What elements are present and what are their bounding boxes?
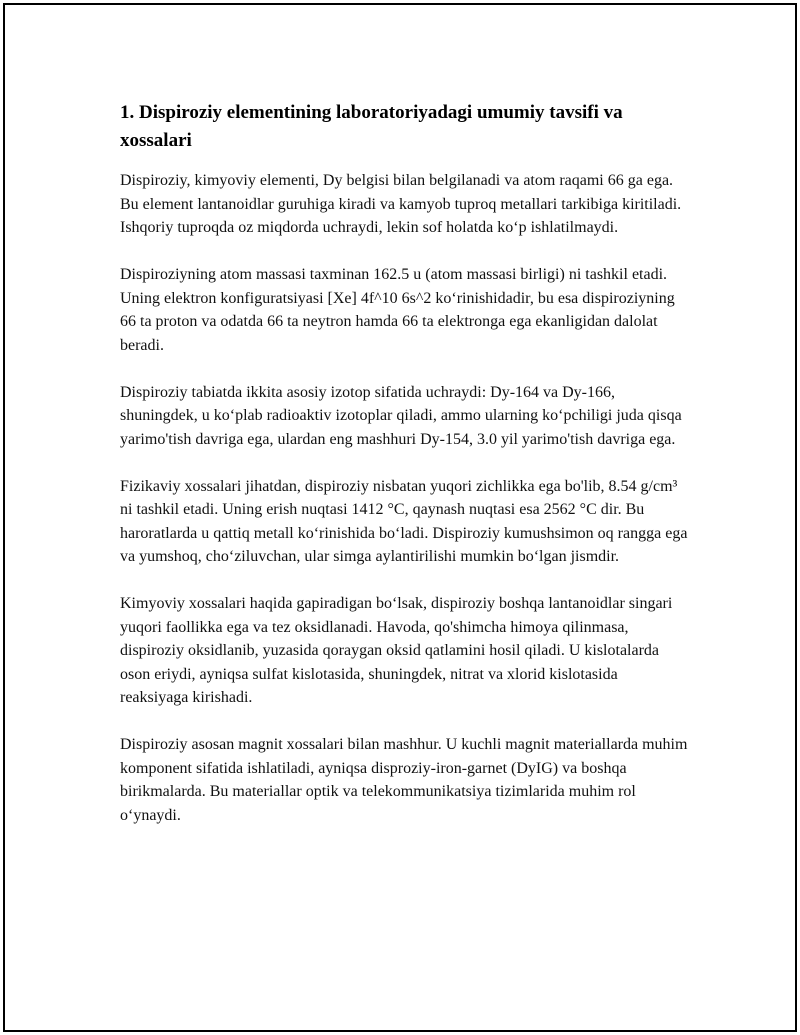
paragraph-general: Dispiroziy, kimyoviy elementi, Dy belgisi bilan belgilanadi va atom raqami 66 ga ega. Bu element lantanoidlar guruhiga kiradi va kamyob tuproq metallari tarkibiga kiritiladi. Ishqoriy tuproqda oz miqdorda uchraydi, lekin sof holatda koʻp ishlatilmaydi. <box>120 172 682 236</box>
paragraph-magnetic-properties: Dispiroziy asosan magnit xossalari bilan mashhur. U kuchli magnit materiallarda muhim komponent sifatida ishlatiladi, ayniqsa disproziy-iron-garnet (DyIG) va boshqa birikmalarda. Bu materiallar optik va telekommunikatsiya tizimlarida muhim rol oʻynaydi. <box>120 736 688 824</box>
paragraph-isotopes: Dispiroziy tabiatda ikkita asosiy izotop sifatida uchraydi: Dy-164 va Dy-166, shuningdek, u koʻplab radioaktiv izotoplar qiladi, ammo ularning koʻpchiligi juda qisqa yarimo'tish davriga ega, ulardan eng mashhuri Dy-154, 3.0 yil yarimo'tish davriga ega. <box>120 383 682 448</box>
page-frame <box>3 3 797 1032</box>
document-body <box>120 99 690 827</box>
paragraph-physical-properties: Fizikaviy xossalari jihatdan, dispiroziy nisbatan yuqori zichlikka ega bo'lib, 8.54 g/cm³ ni tashkil etadi. Uning erish nuqtasi 1412 °C, qaynash nuqtasi esa 2562 °C dir. Bu haroratlarda u qattiq metall koʻrinishida boʻladi. Dispiroziy kumushsimon oq rangga ega va yumshoq, choʻziluvchan, ular simga aylantirilishi mumkin boʻlgan jismdir. <box>120 477 688 565</box>
paragraph-atomic-mass: Dispiroziyning atom massasi taxminan 162.5 u (atom massasi birligi) ni tashkil etadi. Uning elektron konfiguratsiyasi [Xe] 4f^10 6s^2 koʻrinishidadir, bu esa dispiroziyning 66 ta proton va odatda 66 ta neytron hamda 66 ta elektronga ega ekanligidan dalolat beradi. <box>120 266 675 354</box>
section-title: 1. Dispiroziy elementining laboratoriyadagi umumiy tavsifi va xossalari <box>120 102 623 151</box>
paragraph-chemical-properties: Kimyoviy xossalari haqida gapiradigan boʻlsak, dispiroziy boshqa lantanoidlar singari yuqori faollikka ega va tez oksidlanadi. Havoda, qo'shimcha himoya qilinmasa, dispiroziy oksidlanib, yuzasida qoraygan oksid qatlamini hosil qiladi. U kislotalarda oson eriydi, ayniqsa sulfat kislotasida, shuningdek, nitrat va xlorid kislotasida reaksiyaga kirishadi. <box>120 595 673 706</box>
